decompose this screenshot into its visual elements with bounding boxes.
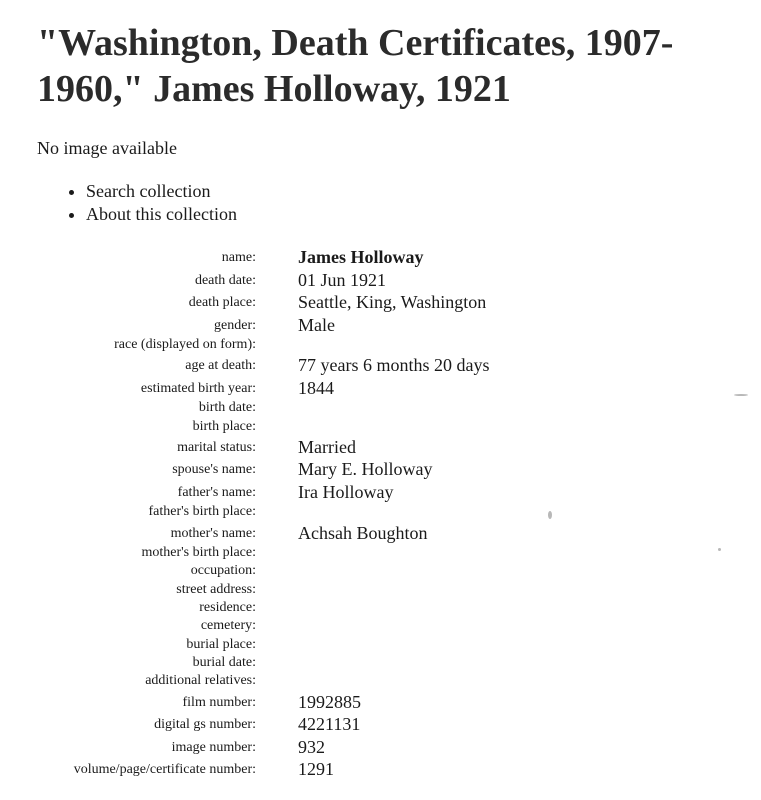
field-value: Seattle, King, Washington <box>298 292 487 312</box>
field-row <box>0 336 761 354</box>
field-label: digital gs number: <box>154 717 256 733</box>
field-row <box>0 418 761 436</box>
field-label: residence: <box>199 600 256 616</box>
field-value: 1992885 <box>298 691 361 712</box>
page-title: "Washington, Death Certificates, 1907-1960," James Holloway, 1921 <box>37 22 674 110</box>
field-row <box>0 399 761 417</box>
no-image-notice: No image available <box>37 138 177 158</box>
field-value: Male <box>298 314 335 335</box>
field-row <box>0 654 761 672</box>
field-value: James Holloway <box>298 247 424 267</box>
field-value: 77 years 6 months 20 days <box>298 355 490 376</box>
field-label: mother's birth place: <box>141 545 256 561</box>
field-value: Ira Holloway <box>298 481 394 502</box>
field-label: mother's name: <box>170 525 256 541</box>
field-value: 932 <box>298 736 325 757</box>
record-fields <box>0 246 761 781</box>
field-row <box>0 522 761 545</box>
field-row <box>0 691 761 714</box>
field-label: street address: <box>176 581 256 597</box>
field-label: spouse's name: <box>172 462 256 478</box>
field-value: Achsah Boughton <box>298 522 428 543</box>
field-row <box>0 562 761 580</box>
field-row <box>0 599 761 617</box>
field-row <box>0 503 761 521</box>
field-label: occupation: <box>190 563 256 579</box>
field-row <box>0 354 761 377</box>
field-value: 1291 <box>298 759 334 780</box>
field-label: estimated birth year: <box>140 380 256 396</box>
field-label: cemetery: <box>200 618 256 634</box>
field-row <box>0 246 761 269</box>
search-collection-link[interactable]: • Search collection <box>86 180 237 203</box>
field-label: father's birth place: <box>148 504 256 520</box>
field-row <box>0 617 761 635</box>
about-collection-link[interactable]: • About this collection <box>86 203 237 226</box>
field-label: gender: <box>214 317 256 333</box>
field-label: additional relatives: <box>145 673 256 689</box>
field-row <box>0 544 761 562</box>
field-row <box>0 736 761 759</box>
field-value: 01 Jun 1921 <box>298 269 387 290</box>
collection-links <box>66 180 237 226</box>
field-row <box>0 269 761 292</box>
field-label: film number: <box>182 694 256 710</box>
field-value: Married <box>298 436 356 457</box>
field-label: birth place: <box>192 418 256 434</box>
field-label: marital status: <box>177 439 256 455</box>
field-label: volume/page/certificate number: <box>73 762 256 778</box>
field-row <box>0 581 761 599</box>
field-row <box>0 291 761 314</box>
field-label: burial place: <box>186 636 256 652</box>
field-row <box>0 481 761 504</box>
field-value: 4221131 <box>298 714 361 735</box>
field-label: death date: <box>194 272 256 288</box>
field-value: Mary E. Holloway <box>298 459 433 480</box>
scan-speck <box>734 394 748 396</box>
field-row <box>0 636 761 654</box>
field-row <box>0 314 761 337</box>
field-row <box>0 458 761 481</box>
scan-speck <box>548 511 552 519</box>
field-label: age at death: <box>185 358 256 374</box>
field-label: father's name: <box>177 484 256 500</box>
field-row <box>0 377 761 400</box>
field-row <box>0 672 761 690</box>
field-value: 1844 <box>298 377 334 398</box>
field-row <box>0 758 761 781</box>
scan-speck <box>718 548 721 551</box>
field-label: race (displayed on form): <box>114 337 256 352</box>
field-label: name: <box>221 250 256 265</box>
field-label: burial date: <box>192 654 256 670</box>
field-label: birth date: <box>198 400 256 416</box>
field-label: image number: <box>171 739 256 755</box>
field-row <box>0 713 761 736</box>
field-label: death place: <box>188 295 256 310</box>
field-row <box>0 436 761 459</box>
